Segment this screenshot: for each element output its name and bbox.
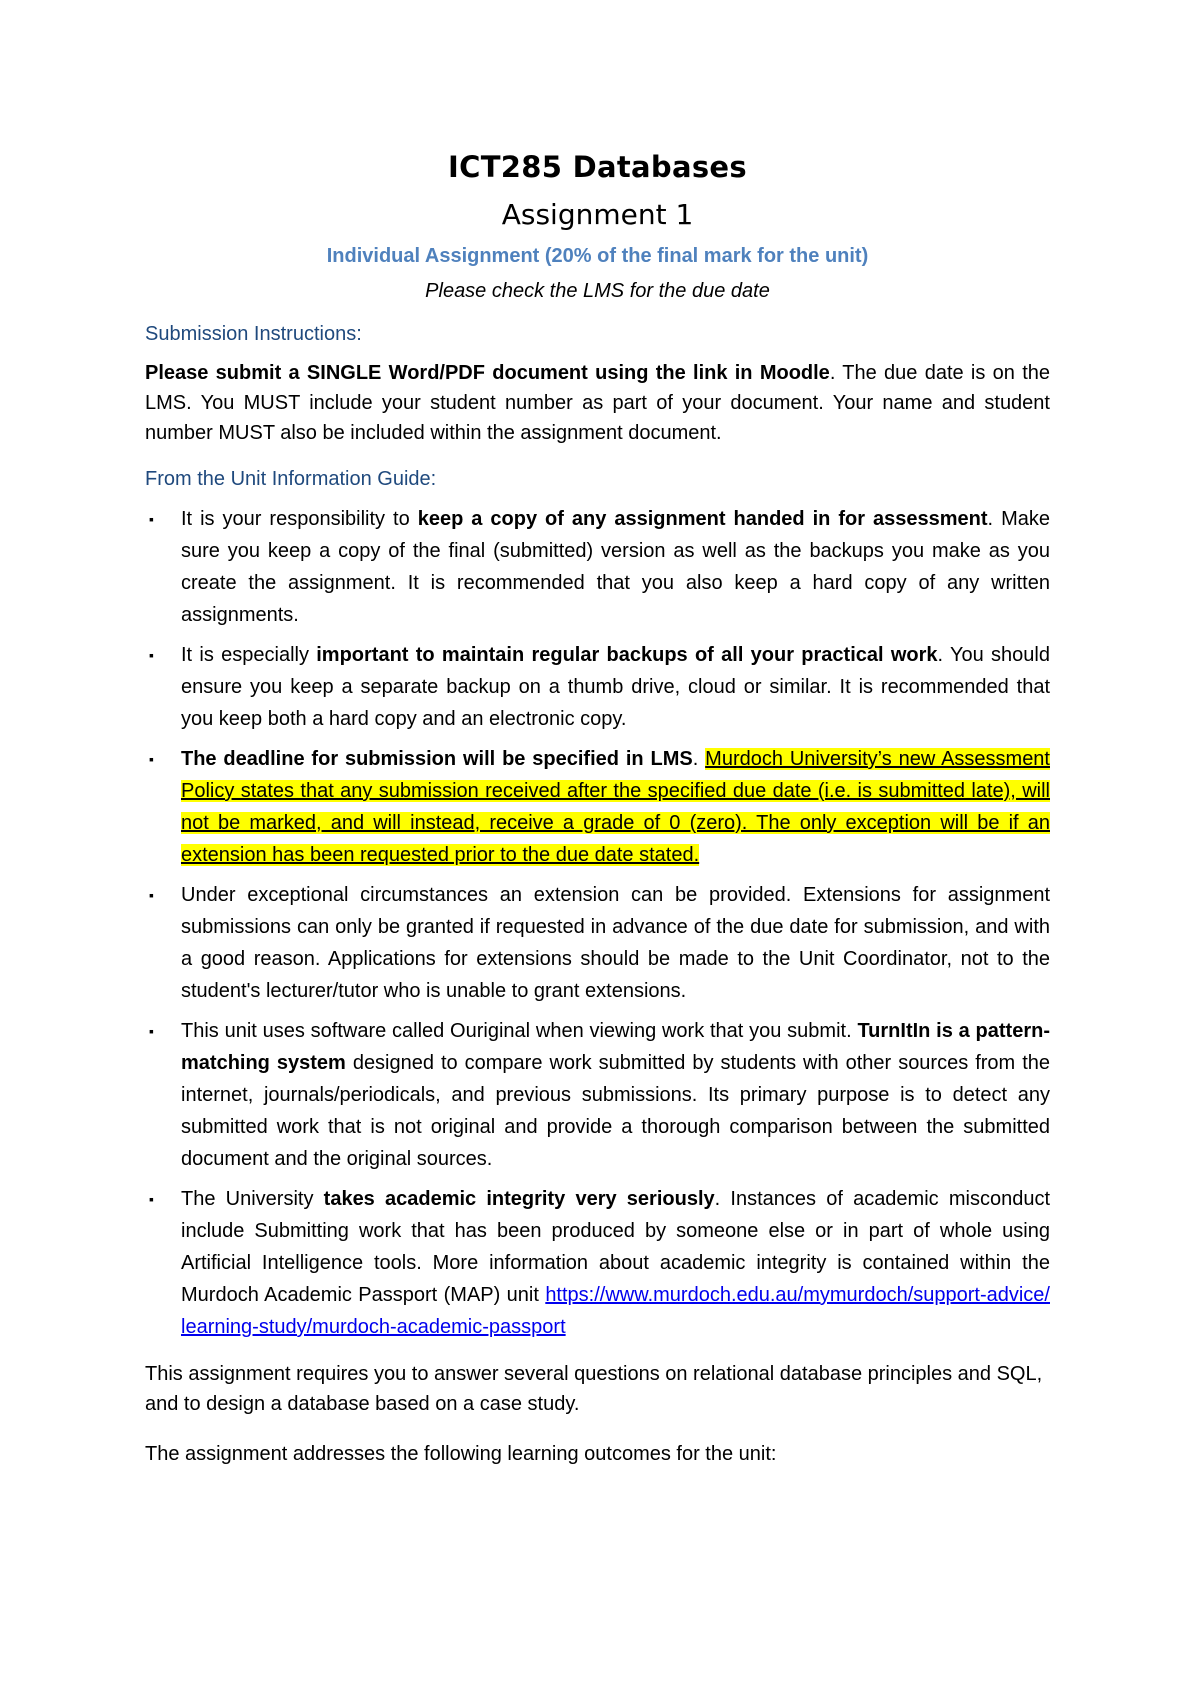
page-content (145, 150, 1050, 1489)
bullet-item-academic-integrity (145, 1183, 1050, 1343)
learning-outcomes-intro: The assignment addresses the following learning outcomes for the unit: (145, 1443, 777, 1465)
bullet-2-bold: important to maintain regular backups of all your practical work (316, 644, 938, 666)
bullet-5-pre: This unit uses software called Ouriginal when viewing work that you submit. (181, 1020, 858, 1042)
bullet-item-deadline (145, 743, 1050, 871)
bullet-3-bold: The deadline for submission will be specified in LMS (181, 748, 693, 770)
bullet-5-post: designed to compare work submitted by students with other sources from the internet, journals/periodicals, and previous submissions. Its primary purpose is to detect any submitted work that is not original and provide a thorough comparison between the submitted document and the original sources. (181, 1052, 1050, 1170)
submission-rest: . The due date is on the LMS. You MUST include your student number as part of your document. Your name and student number MUST also be included within the assignment document. (145, 362, 1050, 444)
bullet-item-backup-copy (145, 503, 1050, 631)
bullet-5-bold: TurnItIn is a pattern-matching system (181, 1020, 1050, 1074)
bullet-1-bold: keep a copy of any assignment handed in for assessment (417, 508, 988, 530)
bullet-item-regular-backups (145, 639, 1050, 735)
assignment-weighting: Individual Assignment (20% of the final mark for the unit) (326, 245, 869, 267)
bullet-3-mid: . (692, 748, 706, 770)
document-subtitle: Assignment 1 (501, 198, 694, 231)
bullet-icon: ▪ (149, 751, 154, 767)
submission-bold-lead: Please submit a SINGLE Word/PDF document using the link in Moodle (145, 362, 830, 384)
bullet-4-text: Under exceptional circumstances an extension can be provided. Extensions for assignment submissions can only be granted if requested in advance of the due date for submission, and with a good reason. Applications for extensions should be made to the Unit Coordinator, not to the student's lecturer/tutor who is unable to grant extensions. (181, 884, 1050, 1002)
bullet-item-extensions (145, 879, 1050, 1007)
assignment-description: This assignment requires you to answer several questions on relational database principles and SQL, and to design a database based on a case study. (145, 1363, 1043, 1415)
bullet-6-pre: The University (181, 1188, 324, 1210)
bullet-6-bold: takes academic integrity very seriously (323, 1188, 715, 1210)
submission-paragraph (145, 358, 1050, 448)
bullet-icon: ▪ (149, 511, 154, 527)
bullet-1-post: . Make sure you keep a copy of the final (submitted) version as well as the backups you make as you create the assignment. It is recommended that you also keep a hard copy of any written assignments. (181, 508, 1050, 626)
submission-heading: Submission Instructions: (145, 323, 362, 345)
guide-heading: From the Unit Information Guide: (145, 468, 437, 490)
academic-passport-link[interactable]: https://www.murdoch.edu.au/mymurdoch/support-advice/learning-study/murdoch-academic-passport (181, 1284, 1050, 1338)
bullet-6-post: . Instances of academic misconduct include Submitting work that has been produced by someone else or in part of whole using Artificial Intelligence tools. More information about academic integrity is contained within the Murdoch Academic Passport (MAP) unit (181, 1188, 1051, 1306)
bullet-2-pre: It is especially (181, 644, 317, 666)
bullet-icon: ▪ (149, 1023, 154, 1039)
late-policy-highlight: Murdoch University’s new Assessment Policy states that any submission received after the specified due date (i.e. is submitted late), will not be marked, and will instead, receive a grade of 0 (zero). The only exception will be if an extension has been requested prior to the due date stated. (181, 748, 1050, 866)
guide-bullet-list (145, 503, 1050, 1343)
bullet-2-post: . You should ensure you keep a separate backup on a thumb drive, cloud or similar. It is recommended that you keep both a hard copy and an electronic copy. (181, 644, 1050, 730)
bullet-1-pre: It is your responsibility to (181, 508, 418, 530)
bullet-icon: ▪ (149, 647, 154, 663)
document-title: ICT285 Databases (448, 150, 747, 184)
due-date-note: Please check the LMS for the due date (425, 280, 770, 302)
bullet-icon: ▪ (149, 1191, 154, 1207)
bullet-icon: ▪ (149, 887, 154, 903)
bullet-item-ouriginal (145, 1015, 1050, 1175)
